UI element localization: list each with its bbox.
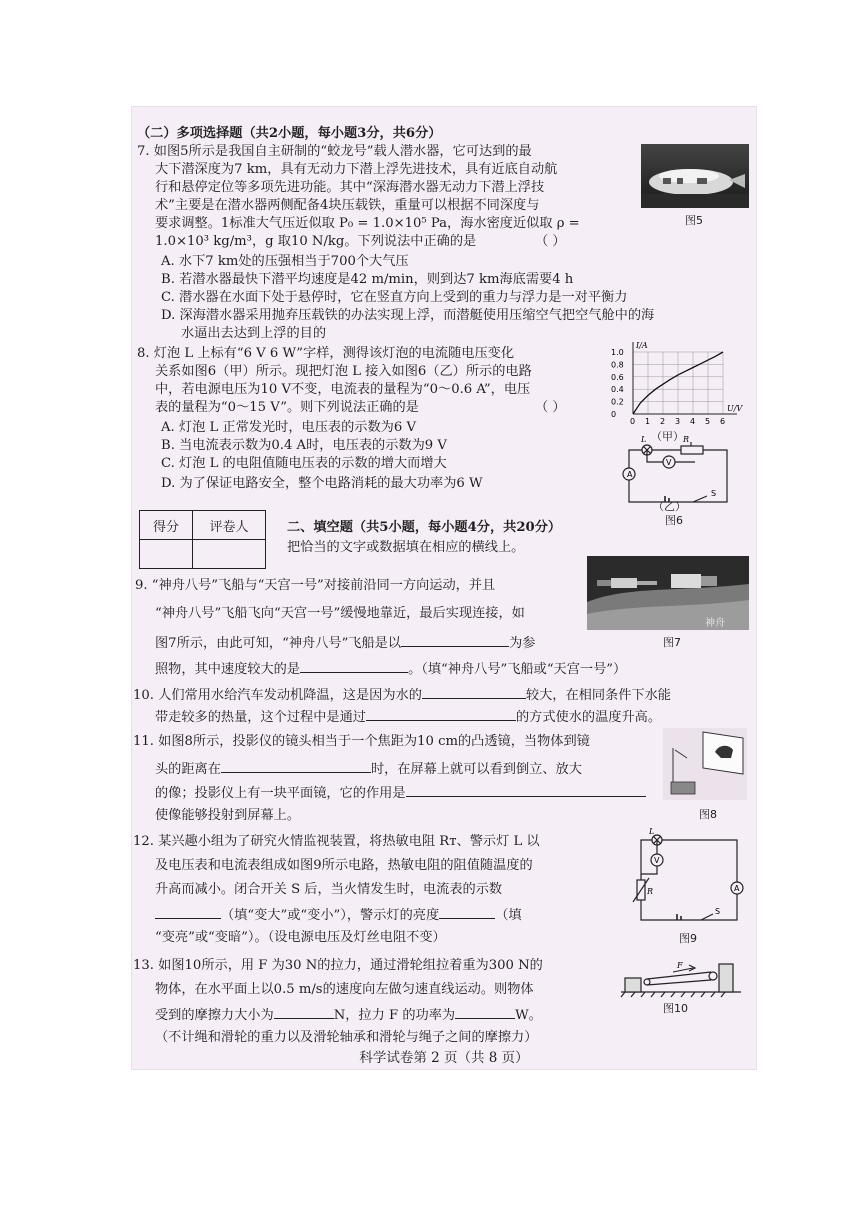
q11-blank-1 — [221, 760, 371, 773]
q7-option-c: C. 潜水器在水面下处于悬停时，它在竖直方向上受到的重力与浮力是一对平衡力 — [161, 290, 628, 305]
q7-line: 大下潜深度为7 km，具有无动力下潜上浮先进技术，具有近底自动航 — [155, 162, 558, 177]
chart-y-axis-label: I/A — [636, 341, 648, 350]
figure-7-label: 图7 — [663, 636, 681, 649]
q7-option-a: A. 水下7 km处的压强相当于700个大气压 — [161, 254, 409, 269]
chart-x-tick-label: 6 — [720, 417, 726, 426]
q9-text: 图7所示，由此可知，“神舟八号”飞船是以 — [155, 636, 402, 651]
q7-option-d: D. 深海潜水器采用抛弃压载铁的办法实现上浮，而潜艇使用压缩空气把空气舱中的海 — [161, 308, 655, 323]
q11-line — [155, 760, 582, 778]
q12-blank-1 — [155, 906, 221, 919]
q11-blank-2 — [406, 784, 646, 797]
q13-line: （不计绳和滑轮的重力以及滑轮轴承和滑轮与绳子之间的摩擦力） — [155, 1030, 538, 1045]
q13-text: W。 — [515, 1008, 542, 1023]
score-box — [139, 510, 266, 569]
chart-y-tick-label: 0.2 — [611, 397, 624, 407]
q8-option-a: A. 灯泡 L 正常发光时，电压表的示数为6 V — [161, 420, 416, 435]
q10-text: 较大，在相同条件下水能 — [525, 688, 671, 703]
q10-blank-1 — [422, 686, 526, 699]
q12-blank-2 — [439, 906, 495, 919]
figure-6-yi-label: （乙） — [653, 500, 686, 513]
chart-y-tick-label: 0.8 — [611, 360, 624, 370]
svg-text:A: A — [627, 470, 633, 479]
svg-text:S: S — [715, 907, 721, 916]
figure-8-label: 图8 — [699, 808, 717, 821]
chart-y-tick-label: 0 — [611, 410, 617, 419]
figure-10-pulley-diagram — [619, 962, 743, 998]
chart-x-tick-label: 5 — [705, 417, 711, 426]
q8-answer-paren: （ ） — [535, 400, 566, 415]
q13-blank-1 — [274, 1006, 334, 1019]
grader-cell — [193, 540, 266, 569]
svg-text:A: A — [734, 884, 740, 893]
chart-x-tick-label: 1 — [645, 417, 651, 426]
q8-line: 表的量程为“0～15 V”。则下列说法正确的是 — [155, 400, 419, 415]
figure-7-docking-photo — [587, 556, 749, 630]
svg-text:L: L — [641, 435, 647, 444]
q9-blank-1 — [401, 634, 509, 647]
grader-cell-label: 评卷人 — [193, 511, 266, 540]
q7-answer-paren: （ ） — [535, 234, 566, 249]
q12-line — [155, 906, 522, 924]
section-header: （二）多项选择题（共2小题，每小题3分，共6分） — [137, 126, 442, 141]
chart-x-tick-label: 2 — [660, 417, 666, 426]
fill-section-instruction: 把恰当的文字或数据填在相应的横线上。 — [287, 540, 525, 555]
figure-6-jia-label: （甲） — [651, 430, 684, 443]
q7-line: 行和悬停定位等多项先进功能。其中“深海潜水器无动力下潜上浮技 — [155, 180, 545, 195]
q9-text: 照物，其中速度较大的是 — [155, 662, 301, 677]
q10-text: 带走较多的热量，这个过程中是通过 — [155, 710, 366, 725]
figure-6-label: 图6 — [665, 514, 683, 527]
q11-text: 的像；投影仪上有一块平面镜，它的作用是 — [155, 786, 406, 801]
q9-text: 。（填“神舟八号”飞船或“天宫一号”） — [408, 662, 627, 677]
q9-text: 为参 — [509, 636, 536, 651]
svg-text:V: V — [654, 856, 660, 865]
q13-line — [155, 1006, 542, 1024]
q10-line — [155, 708, 661, 726]
chart-y-tick-label: 0.4 — [611, 385, 624, 395]
q7-line: 7. 如图5所示是我国自主研制的“蛟龙号”载人潜水器，它可达到的最 — [137, 144, 532, 159]
q8-option-d: D. 为了保证电路安全，整个电路消耗的最大功率为6 W — [161, 476, 483, 491]
q7-option-b: B. 若潜水器最快下潜平均速度是42 m/min，则到达7 km海底需要4 h — [161, 272, 574, 287]
q12-line: 12. 某兴趣小组为了研究火情监视装置，将热敏电阻 Rᴛ、警示灯 L 以 — [133, 834, 540, 849]
q8-option-b: B. 当电流表示数为0.4 A时，电压表的示数为9 V — [161, 438, 447, 453]
q11-line: 使像能够投射到屏幕上。 — [155, 808, 301, 823]
figure-7-photo-caption: 神舟 — [705, 618, 725, 629]
figure-6-circuit-diagram — [615, 435, 745, 506]
q12-text: （填“变大”或“变小”），警示灯的亮度 — [221, 908, 440, 923]
svg-text:F: F — [677, 961, 683, 970]
q9-line: “神舟八号”飞船飞向“天宫一号”缓慢地靠近，最后实现连接，如 — [155, 606, 525, 621]
figure-6-iv-chart — [605, 342, 755, 432]
svg-text:L: L — [649, 827, 655, 836]
q9-line — [155, 634, 535, 652]
svg-text:V: V — [666, 458, 672, 467]
q11-text: 头的距离在 — [155, 762, 221, 777]
exam-page — [131, 106, 757, 1070]
q10-text: 10. 人们常用水给汽车发动机降温，这是因为水的 — [133, 688, 422, 703]
q12-line: 升高而减小。闭合开关 S 后，当火情发生时，电流表的示数 — [155, 882, 503, 897]
q9-line: 9. “神舟八号”飞船与“天宫一号”对接前沿同一方向运动，并且 — [135, 578, 496, 593]
q10-line — [133, 686, 671, 704]
figure-9-label: 图9 — [679, 932, 697, 945]
q13-text: 受到的摩擦力大小为 — [155, 1008, 274, 1023]
q8-option-c: C. 灯泡 L 的电阻值随电压表的示数的增大而增大 — [161, 456, 447, 471]
q12-line: 及电压表和电流表组成如图9所示电路，热敏电阻的阻值随温度的 — [155, 858, 533, 873]
chart-x-axis-label: U/V — [727, 404, 743, 413]
q8-line: 关系如图6（甲）所示。现把灯泡 L 接入如图6（乙）所示的电路 — [155, 364, 532, 379]
q13-line: 物体，在水平面上以0.5 m/s的速度向左做匀速直线运动。则物体 — [155, 982, 534, 997]
q7-line: 术”主要是在潜水器两侧配备4块压载铁，重量可以根据不同深度与 — [155, 198, 540, 213]
svg-text:R: R — [647, 887, 654, 896]
chart-x-tick-label: 0 — [630, 417, 636, 426]
q7-line: 要求调整。1标准大气压近似取 P₀ = 1.0×10⁵ Pa，海水密度近似取 ρ = — [155, 216, 580, 231]
figure-5-submersible-photo — [641, 144, 749, 208]
chart-y-tick-label: 0.6 — [611, 372, 624, 382]
fill-section-header: 二、填空题（共5小题，每小题4分，共20分） — [287, 520, 562, 535]
q9-blank-2 — [300, 660, 408, 673]
figure-5-label: 图5 — [685, 214, 703, 227]
svg-text:S: S — [711, 489, 717, 498]
score-cell-label: 得分 — [140, 511, 193, 540]
q10-text: 的方式使水的温度升高。 — [516, 710, 662, 725]
q13-blank-2 — [455, 1006, 515, 1019]
q11-line — [155, 784, 646, 802]
q13-line: 13. 如图10所示，用 F 为30 N的拉力，通过滑轮组拉着重为300 N的 — [133, 958, 543, 973]
q9-line — [155, 660, 626, 678]
q7-line: 1.0×10³ kg/m³，g 取10 N/kg。下列说法中正确的是 — [155, 234, 477, 249]
page-footer: 科学试卷第 2 页（共 8 页） — [359, 1050, 529, 1066]
q12-line: “变亮”或“变暗”）。（设电源电压及灯丝电阻不变） — [155, 930, 446, 945]
figure-9-circuit-diagram — [627, 827, 749, 926]
chart-y-tick-label: 1.0 — [611, 348, 624, 357]
q8-line: 8. 灯泡 L 上标有“6 V 6 W”字样，测得该灯泡的电流随电压变化 — [137, 346, 515, 361]
q10-blank-2 — [366, 708, 516, 721]
chart-x-tick-label: 4 — [690, 417, 696, 426]
q12-text: （填 — [495, 908, 522, 923]
figure-8-projector-illustration — [663, 728, 747, 800]
q7-option-d-cont: 水逼出去达到上浮的目的 — [181, 326, 327, 341]
q8-line: 中，若电源电压为10 V不变，电流表的量程为“0～0.6 A”，电压 — [155, 382, 531, 397]
q13-text: N，拉力 F 的功率为 — [333, 1008, 456, 1023]
figure-10-label: 图10 — [663, 1002, 688, 1015]
q11-line: 11. 如图8所示，投影仪的镜头相当于一个焦距为10 cm的凸透镜，当物体到镜 — [133, 734, 590, 749]
q11-text: 时，在屏幕上就可以看到倒立、放大 — [370, 762, 582, 777]
svg-text:R: R — [683, 435, 690, 444]
score-cell — [140, 540, 193, 569]
chart-x-tick-label: 3 — [675, 417, 681, 426]
